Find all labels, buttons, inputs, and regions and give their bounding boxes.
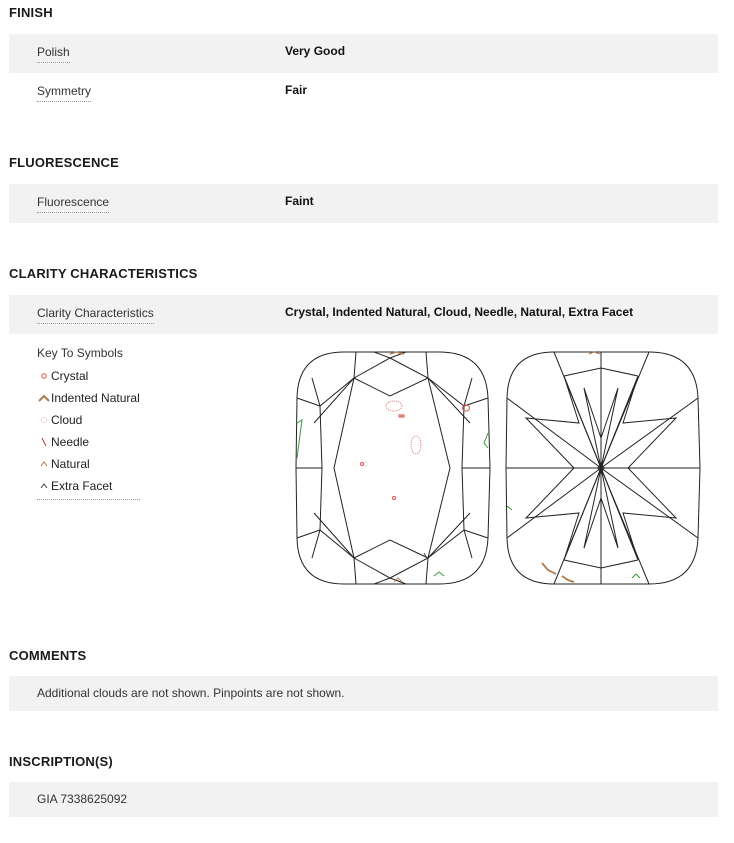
- cloud-symbol-icon: [37, 416, 51, 424]
- crown-view: [296, 352, 490, 584]
- clarity-label[interactable]: Clarity Characteristics: [37, 306, 154, 324]
- key-item-indented-natural: [37, 387, 140, 409]
- crystal-mark: [393, 497, 396, 500]
- natural-mark: [434, 572, 444, 576]
- cloud-mark: [411, 436, 421, 454]
- finish-heading: FINISH: [9, 5, 53, 20]
- comments-heading: COMMENTS: [9, 648, 87, 663]
- key-item-label: Cloud: [51, 413, 83, 427]
- needle-symbol-icon: [37, 437, 51, 447]
- key-item-label: Extra Facet: [51, 479, 113, 493]
- polish-label[interactable]: Polish: [37, 45, 70, 63]
- indented-natural-symbol-icon: [37, 394, 51, 402]
- crystal-mark: [399, 415, 401, 417]
- crown-outline: [296, 352, 490, 584]
- inscriptions-heading: INSCRIPTION(S): [9, 754, 113, 769]
- symmetry-row: [9, 73, 718, 112]
- key-item-crystal: [37, 365, 140, 387]
- extra-facet-symbol-icon: [37, 482, 51, 490]
- polish-value: Very Good: [285, 44, 346, 58]
- crown-inclusions: [297, 352, 488, 582]
- key-item-label: Crystal: [51, 369, 89, 383]
- cloud-mark: [386, 401, 402, 411]
- extra-facet-mark: [507, 506, 512, 510]
- key-item-label: Indented Natural: [51, 391, 140, 405]
- key-item-label: Natural: [51, 457, 90, 471]
- key-item-needle: [37, 431, 140, 453]
- key-item-label: Needle: [51, 435, 90, 449]
- crystal-mark: [402, 415, 404, 417]
- symmetry-value: Fair: [285, 83, 308, 97]
- clarity-value: Crystal, Indented Natural, Cloud, Needle, Natural, Extra Facet: [285, 305, 634, 319]
- natural-mark: [632, 574, 640, 578]
- natural-symbol-icon: [37, 460, 51, 468]
- key-item-cloud: [37, 409, 140, 431]
- crystal-symbol-icon: [37, 372, 51, 380]
- fluorescence-row: [9, 184, 718, 223]
- clarity-row: [9, 295, 718, 334]
- inscriptions-box: [9, 782, 718, 817]
- pavilion-view: [506, 352, 700, 584]
- crystal-mark: [361, 463, 364, 466]
- key-to-symbols-title: Key To Symbols: [37, 346, 123, 360]
- comments-text: Additional clouds are not shown. Pinpoints are not shown.: [37, 686, 345, 700]
- polish-row: [9, 34, 718, 73]
- crown-table: [320, 358, 464, 578]
- extra-facet-mark: [484, 433, 488, 448]
- clarity-plot-diagram: [294, 348, 704, 590]
- symmetry-label[interactable]: Symmetry: [37, 84, 91, 102]
- indented-natural-mark: [542, 563, 574, 582]
- fluorescence-label[interactable]: Fluorescence: [37, 195, 109, 213]
- inscription-text: GIA 7338625092: [37, 792, 128, 806]
- key-item-extra-facet: [37, 475, 140, 500]
- key-to-symbols: [37, 346, 140, 500]
- fluorescence-heading: FLUORESCENCE: [9, 155, 120, 170]
- clarity-heading: CLARITY CHARACTERISTICS: [9, 266, 198, 281]
- fluorescence-value: Faint: [285, 194, 314, 208]
- key-item-natural: [37, 453, 140, 475]
- extra-facet-mark: [297, 420, 302, 458]
- comments-box: [9, 676, 718, 711]
